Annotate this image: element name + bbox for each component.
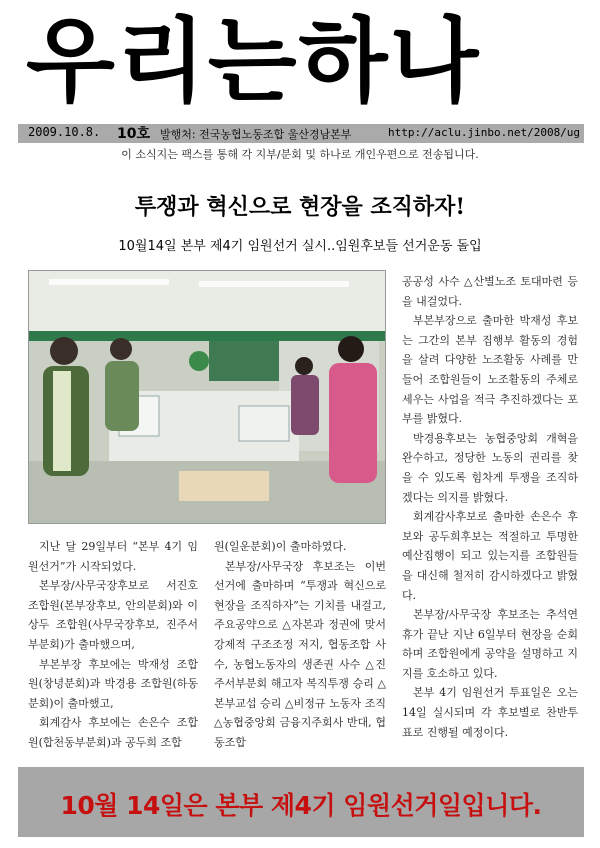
article-paragraph: 본부장/사무국장 후보조는 추석연휴가 끝난 지난 6일부터 현장을 순회하며 조합원에게 공약을 설명하고 지지를 호소하고 있다. [402,608,578,680]
article-column-right [402,272,578,742]
election-banner [18,767,584,837]
article-paragraph: 본부장/사무국장후보로 서진호 조합원(본부장후보, 안의분회)와 이상두 조합원(사무국장후보, 진주서부분회)가 출마했으며, [28,579,198,651]
issue-info-bar [18,124,584,143]
distribution-notice: 이 소식지는 팩스를 통해 각 지부/분회 및 하나로 개인우편으로 전송됩니다. [121,148,479,161]
publisher: 발행처: 전국농협노동조합 울산경남본부 [160,128,352,141]
subheadline: 10월14일 본부 제4기 임원선거 실시..임원후보들 선거운동 돌입 [118,239,482,254]
article-paragraph: 회계감사후보로 출마한 손은수 후보와 공두희후보는 적절하고 투명한 예산집행이 되고 있는지를 조합원들을 대신해 철저히 감시하겠다고 밝혔다. [402,510,578,602]
headline: 투쟁과 혁신으로 현장을 조직하자! [134,194,466,220]
article-paragraph: 원(일운분회)이 출마하였다. [214,540,347,553]
campaign-photo [28,270,386,524]
masthead [0,0,600,126]
article-paragraph: 본부장/사무국장 후보조는 이번 선거에 출마하며 “투쟁과 혁신으로 현장을 조직하자”는 기치를 내걸고, 주요공약으로 △자본과 정권에 맞서 강제적 구조조정 저지, 협동조합 사수, 농협노동자의 생존권 사수 △진주서부분회 해고자 복직투쟁 승리 △본부교섭 승리 △비정규 노동자 조직 △농협중앙회 금융지주회사 반대, 협동조합 [214,559,386,749]
article-paragraph: 부본부장 후보에는 박재성 조합원(창녕분회)과 박경용 조합원(하동분회)이 출마했고, [28,657,198,710]
masthead-title: 우리는하나 [26,8,481,115]
website-link[interactable]: http://aclu.jinbo.net/2008/ug [388,126,581,139]
article-paragraph: 본부 4기 임원선거 투표일은 오는 14일 실시되며 각 후보별로 찬반투표로 진행될 예정이다. [402,686,578,739]
article-paragraph: 공공성 사수 △산별노조 토대마련 등을 내걸었다. [402,275,578,308]
article-paragraph: 지난 달 29일부터 “본부 4기 임원선거”가 시작되었다. [28,540,198,573]
article-column-middle [214,537,386,753]
article-column-left [28,537,198,753]
issue-date: 2009.10.8. [28,125,101,139]
campaign-photo-illustration [29,271,385,523]
election-banner-text: 10월 14일은 본부 제4기 임원선거일입니다. [60,791,542,820]
article-paragraph: 부본부장으로 출마한 박재성 후보는 그간의 본부 집행부 활동의 경험을 살려 다양한 노조활동 사례를 만들어 조합원들이 노조활동의 주체로 세우는 사업을 적극 추진하겠다는 포부를 밝혔다. [402,314,578,426]
article-paragraph: 박경용후보는 농협중앙회 개혁을 완수하고, 정당한 노동의 권리를 찾을 수 있도록 힘차게 투쟁을 조직하겠다는 의지를 밝혔다. [402,431,578,504]
issue-number: 10호 [117,126,151,142]
article-paragraph: 회계감사 후보에는 손은수 조합원(합천동부분회)과 공두희 조합 [28,716,198,749]
